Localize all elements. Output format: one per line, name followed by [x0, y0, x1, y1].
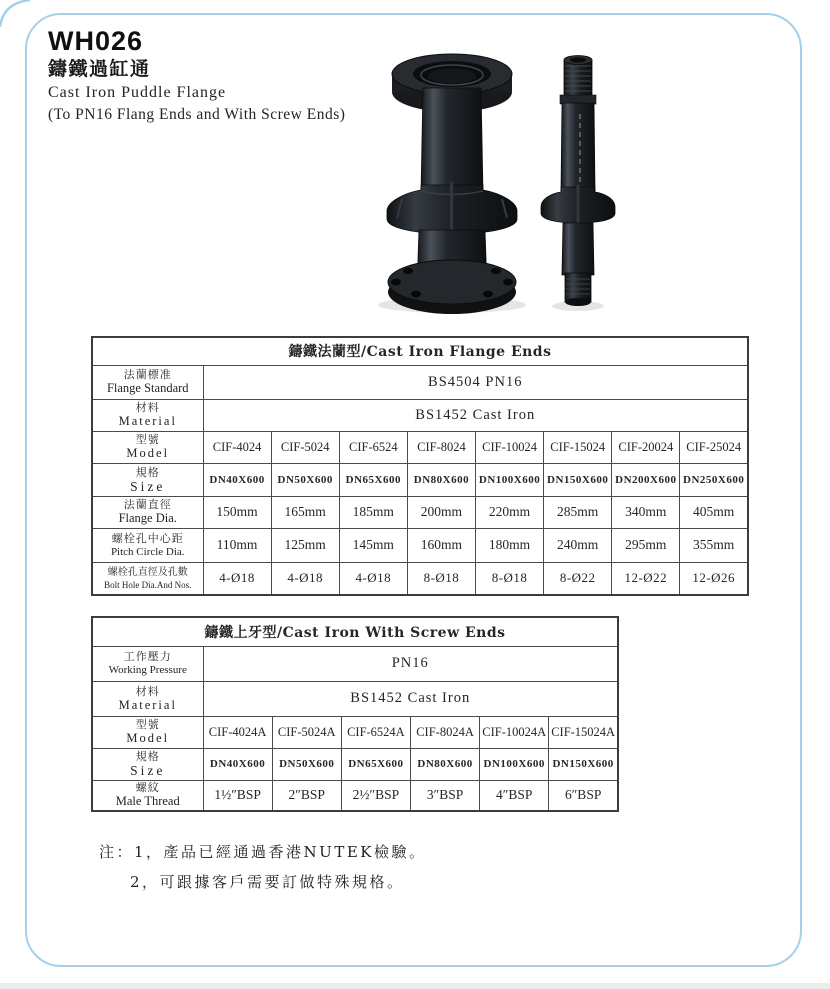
flange-dia-value: 220mm: [476, 496, 544, 528]
table2-row-label-size: [92, 748, 203, 780]
size-value: DN250X600: [680, 463, 748, 496]
label-en: Model: [126, 731, 170, 745]
label-zh: 型號: [135, 433, 160, 446]
product-photo-flange-ends: [378, 54, 526, 314]
table2-title: 鑄鐵上牙型/Cast Iron With Screw Ends: [92, 617, 618, 646]
label-en: Model: [126, 446, 170, 460]
size-value: DN65X600: [341, 748, 410, 780]
table2-row-label-working-pressure: [92, 646, 203, 681]
label-en: Material: [118, 697, 177, 712]
table2-row-label-model: [92, 716, 203, 748]
model-value: CIF-15024: [544, 431, 612, 463]
bolt-hole-value: 8-Ø18: [407, 562, 475, 595]
spec-table-flange-ends: [91, 336, 749, 596]
model-value: CIF-8024: [407, 431, 475, 463]
table1-title: 鑄鐵法蘭型/Cast Iron Flange Ends: [92, 337, 748, 365]
pitch-circle-value: 110mm: [203, 528, 271, 562]
pitch-circle-value: 125mm: [271, 528, 339, 562]
table1-row-label-bolt-hole: [92, 562, 203, 595]
size-value: DN40X600: [203, 748, 272, 780]
model-value: CIF-10024: [476, 431, 544, 463]
corner-arc-decoration: [0, 0, 44, 40]
model-value: CIF-5024A: [272, 716, 341, 748]
label-en: Material: [118, 414, 177, 428]
model-value: CIF-5024: [271, 431, 339, 463]
model-value: CIF-4024A: [203, 716, 272, 748]
product-subtitle: (To PN16 Flang Ends and With Screw Ends): [48, 106, 346, 123]
size-value: DN200X600: [612, 463, 680, 496]
page-edge-shadow: [0, 983, 830, 989]
male-thread-value: 1½″BSP: [203, 780, 272, 811]
model-value: CIF-4024: [203, 431, 271, 463]
bolt-hole-value: 12-Ø26: [680, 562, 748, 595]
size-value: DN50X600: [272, 748, 341, 780]
size-value: DN100X600: [480, 748, 549, 780]
product-title-en: Cast Iron Puddle Flange: [48, 84, 227, 101]
header: [48, 27, 345, 124]
flange-standard-value: BS4504 PN16: [203, 365, 748, 399]
label-en: Pitch Circle Dia.: [110, 545, 185, 558]
table2-row-label-material: [92, 681, 203, 716]
label-zh: 材料: [135, 684, 160, 698]
model-value: CIF-10024A: [480, 716, 549, 748]
size-value: DN150X600: [544, 463, 612, 496]
label-zh: 規格: [135, 750, 160, 763]
material-value: BS1452 Cast Iron: [203, 399, 748, 431]
label-en: Flange Standard: [106, 381, 189, 395]
model-value: CIF-6524: [339, 431, 407, 463]
table1-row-label-model: [92, 431, 203, 463]
product-photo-screw-ends: [541, 56, 615, 312]
note-2-text: 2，可跟據客戶需要訂做特殊規格。: [130, 873, 405, 891]
label-zh: 法蘭標准: [123, 368, 172, 381]
model-value: CIF-15024A: [549, 716, 618, 748]
table1-row-label-flange-standard: [92, 365, 203, 399]
label-zh: 材料: [135, 401, 160, 414]
note-line-1: [99, 843, 427, 862]
male-thread-value: 2½″BSP: [341, 780, 410, 811]
bolt-hole-value: 12-Ø22: [612, 562, 680, 595]
product-title-zh: 鑄鐵過缸通: [48, 58, 151, 80]
table1-row-label-material: [92, 399, 203, 431]
male-thread-value: 3″BSP: [410, 780, 479, 811]
note-1-text: 1，產品已經通過香港NUTEK檢驗。: [134, 843, 427, 861]
label-zh: 型號: [135, 718, 160, 731]
flange-dia-value: 165mm: [271, 496, 339, 528]
table1-row-label-pitch-circle: [92, 528, 203, 562]
size-value: DN65X600: [339, 463, 407, 496]
size-value: DN40X600: [203, 463, 271, 496]
bolt-hole-value: 4-Ø18: [203, 562, 271, 595]
label-en: Male Thread: [115, 794, 180, 809]
notes: [99, 843, 427, 892]
pitch-circle-value: 355mm: [680, 528, 748, 562]
note-prefix: 注：: [99, 843, 135, 861]
size-value: DN50X600: [271, 463, 339, 496]
pitch-circle-value: 295mm: [612, 528, 680, 562]
label-zh: 螺栓孔直徑及孔數: [107, 566, 188, 578]
male-thread-value: 6″BSP: [549, 780, 618, 811]
male-thread-value: 2″BSP: [272, 780, 341, 811]
size-value: DN80X600: [407, 463, 475, 496]
label-zh: 規格: [135, 465, 160, 479]
product-code: WH026: [48, 26, 144, 56]
size-value: DN80X600: [410, 748, 479, 780]
bolt-hole-value: 8-Ø18: [476, 562, 544, 595]
pitch-circle-value: 180mm: [476, 528, 544, 562]
bolt-hole-value: 4-Ø18: [339, 562, 407, 595]
table2-row-label-male-thread: [92, 780, 203, 811]
model-value: CIF-25024: [680, 431, 748, 463]
label-zh: 螺栓孔中心距: [111, 531, 184, 545]
label-zh: 工作壓力: [123, 650, 172, 663]
note-line-2: [130, 873, 427, 892]
flange-dia-value: 150mm: [203, 496, 271, 528]
label-en: Size: [130, 763, 166, 778]
male-thread-value: 4″BSP: [480, 780, 549, 811]
material-value: BS1452 Cast Iron: [203, 681, 618, 716]
pitch-circle-value: 145mm: [339, 528, 407, 562]
label-zh: 法蘭直徑: [123, 498, 172, 511]
flange-dia-value: 285mm: [544, 496, 612, 528]
table1-row-label-flange-dia: [92, 496, 203, 528]
model-value: CIF-6524A: [341, 716, 410, 748]
flange-dia-value: 405mm: [680, 496, 748, 528]
product-photos: [356, 42, 626, 318]
size-value: DN100X600: [476, 463, 544, 496]
pitch-circle-value: 240mm: [544, 528, 612, 562]
label-en: Flange Dia.: [118, 511, 177, 525]
model-value: CIF-8024A: [410, 716, 479, 748]
label-en: Size: [130, 478, 166, 494]
flange-dia-value: 185mm: [339, 496, 407, 528]
size-value: DN150X600: [549, 748, 618, 780]
table1-row-label-size: [92, 463, 203, 496]
bolt-hole-value: 4-Ø18: [271, 562, 339, 595]
label-en: Working Pressure: [108, 664, 187, 676]
working-pressure-value: PN16: [203, 646, 618, 681]
pitch-circle-value: 160mm: [407, 528, 475, 562]
model-value: CIF-20024: [612, 431, 680, 463]
flange-dia-value: 340mm: [612, 496, 680, 528]
spec-table-screw-ends: [91, 616, 619, 812]
label-en: Bolt Hole Dia.And Nos.: [104, 579, 192, 590]
flange-dia-value: 200mm: [407, 496, 475, 528]
label-zh: 螺紋: [135, 781, 160, 795]
bolt-hole-value: 8-Ø22: [544, 562, 612, 595]
